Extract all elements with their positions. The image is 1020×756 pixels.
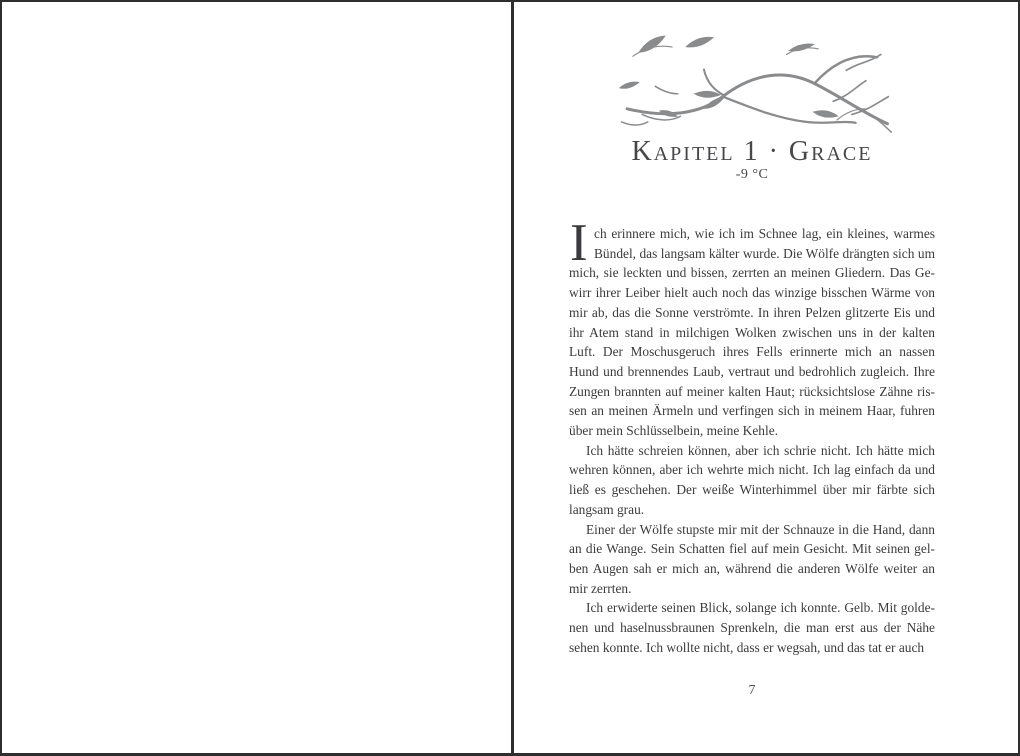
text-line: ch erinnere mich, wie ich im Schnee lag, ein kleines, warmes — [594, 226, 935, 241]
text-line: langsam grau. — [569, 501, 645, 517]
chapter-title: Kapitel 1 · Grace — [631, 136, 873, 167]
drop-cap: I — [570, 214, 588, 272]
page-number: 7 — [748, 682, 756, 697]
paragraph — [569, 598, 935, 657]
body-text — [569, 214, 935, 657]
text-line: nen und haselnussbraunen Sprenkeln, die man erst aus der Nähe — [569, 620, 935, 636]
text-line: wehren können, aber ich wehrte mich nicht. Ich lag einfach da und — [569, 462, 935, 478]
text-line: sen an meinen Ärmeln und verfingen sich in meinem Haar, fuhren — [569, 403, 935, 419]
text-line: Ich erwiderte seinen Blick, solange ich konnte. Gelb. Mit golde- — [586, 600, 935, 616]
text-line: mir zerrten. — [569, 580, 632, 596]
paragraph — [569, 520, 935, 599]
left-page-blank — [2, 2, 511, 753]
text-line: Zungen brannten auf meiner kalten Haut; rücksichtslose Zähne ris- — [569, 383, 935, 399]
text-line: Einer der Wölfe stupste mir mit der Schnauze in die Hand, dann — [586, 521, 935, 537]
paragraph — [569, 214, 935, 441]
branch-ornament-icon — [607, 32, 902, 135]
text-line: ben Augen sah er mich an, während die anderen Wölfe weiter an — [569, 560, 935, 576]
text-line: ihr Atem stand in milchigen Wolken zwischen uns in der kalten — [569, 324, 935, 340]
text-line: wirr ihrer Leiber hielt auch noch das winzige bisschen Wärme von — [569, 285, 935, 301]
text-line: Hund und brennendes Laub, vertraut und bedrohlich zugleich. Ihre — [569, 363, 935, 379]
chapter-temperature: -9 °C — [735, 167, 769, 182]
right-page — [514, 2, 1020, 753]
text-line: Bündel, das langsam kälter wurde. Die Wölfe drängten sich um — [594, 245, 935, 261]
text-line: sehen konnte. Ich wollte nicht, dass er wegsah, und das tat er auch — [569, 639, 925, 655]
text-line: Ich hätte schreien können, aber ich schrie nicht. Ich hätte mich — [586, 442, 935, 458]
text-line: mich, sie leckten und bissen, zerrten an meinen Gliedern. Das Ge- — [569, 265, 935, 281]
text-line: ließ es geschehen. Der weiße Winterhimmel über mir färbte sich — [569, 482, 935, 498]
text-line: an die Wange. Sein Schatten fiel auf mein Gesicht. Mit seinen gel- — [569, 541, 935, 557]
text-line: mir ab, das die Sonne verströmte. In ihren Pelzen glitzerte Eis und — [569, 304, 935, 320]
paragraph — [569, 441, 935, 520]
text-line: Luft. Der Moschusgeruch ihres Fells erinnerte mich an nassen — [569, 344, 935, 360]
text-line: über mein Schlüsselbein, meine Kehle. — [569, 423, 778, 439]
